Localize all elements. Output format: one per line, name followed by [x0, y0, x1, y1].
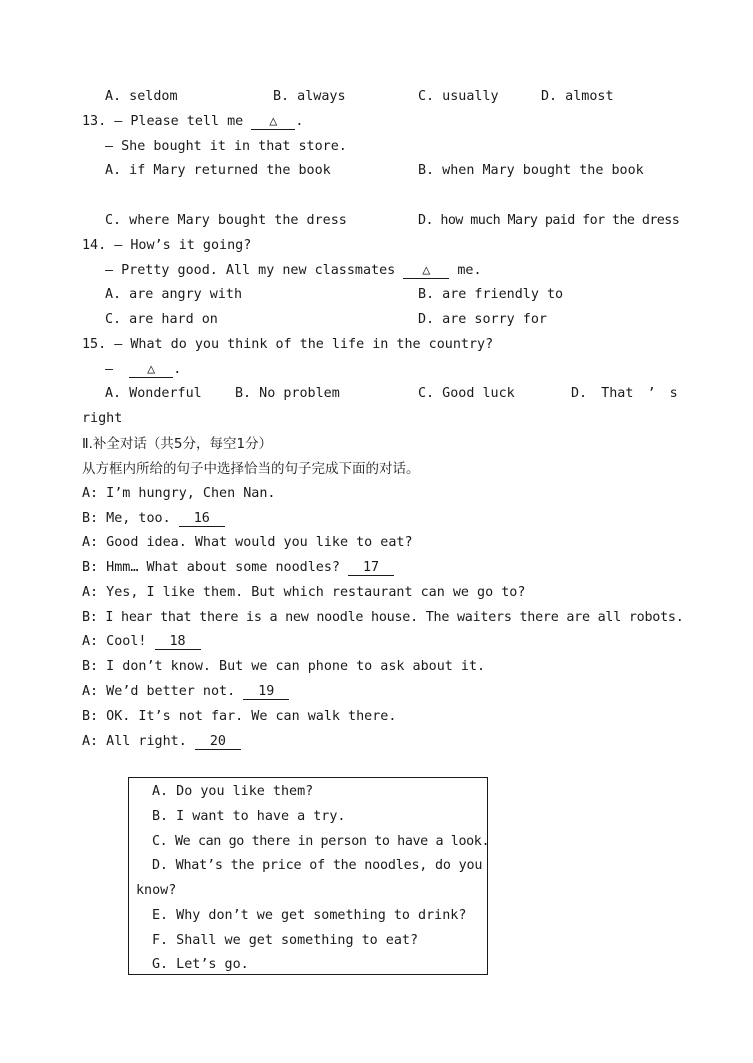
dialog-line-text: A: I’m hungry, Chen Nan.: [82, 486, 276, 501]
q13-question: [82, 113, 303, 131]
dialog-line: [82, 510, 225, 528]
q15-option-a: A. Wonderful: [105, 386, 202, 401]
box-option-d: D. What’s the price of the noodles, do you: [152, 858, 483, 873]
q15-option-b: B. No problem: [235, 386, 340, 401]
box-option-a: A. Do you like them?: [152, 784, 314, 799]
q12-option-c: C. usually: [418, 89, 499, 104]
box-option-b: B. I want to have a try.: [152, 809, 346, 824]
dialog-line: [82, 559, 394, 577]
q12-option-b: B. always: [273, 89, 346, 104]
dialog-blank-20: 20: [195, 734, 241, 750]
dialog-line: [82, 534, 413, 552]
q13-option-d: D. how much Mary paid for the dress: [418, 213, 680, 228]
box-option-c: C. We can go there in person to have a look.: [152, 834, 490, 849]
q15-question: 15. — What do you think of the life in the country?: [82, 337, 494, 352]
box-option-e: E. Why don’t we get something to drink?: [152, 908, 467, 923]
dialog-line: [82, 658, 485, 676]
q15-option-d: D. That ’ s: [571, 386, 678, 401]
q13-reply: — She bought it in that store.: [105, 139, 347, 154]
dialog-line: [82, 609, 684, 627]
box-option-f: F. Shall we get something to eat?: [152, 933, 419, 948]
q15-blank: △: [129, 362, 173, 378]
section-heading: Ⅱ.补全对话（共5分，每空1分）: [82, 436, 273, 452]
dialog-line: [82, 683, 289, 701]
q14-reply-after: me.: [457, 263, 482, 278]
dialog-line-text: B: I hear that there is a new noodle house. The waiters there are all robots.: [82, 610, 684, 625]
q14-question: 14. — How’s it going?: [82, 238, 252, 253]
q13-after: .: [295, 114, 304, 129]
dialog-line: [82, 584, 525, 602]
q14-reply-before: — Pretty good. All my new classmates: [105, 263, 396, 278]
box-option-g: G. Let’s go.: [152, 957, 249, 972]
dialog-line: [82, 708, 396, 726]
dialog-line-text: B: OK. It’s not far. We can walk there.: [82, 709, 397, 724]
dialog-line-text: A: Cool!: [82, 634, 147, 649]
q12-option-d: D. almost: [541, 89, 614, 104]
q14-option-c: C. are hard on: [105, 312, 218, 327]
q13-option-a: A. if Mary returned the book: [105, 163, 331, 178]
dialog-line-text: A: All right.: [82, 734, 187, 749]
section-instruction: 从方框内所给的句子中选择恰当的句子完成下面的对话。: [82, 461, 420, 477]
dialog-line-text: B: Hmm… What about some noodles?: [82, 560, 340, 575]
q15-option-d-continued: right: [82, 411, 123, 426]
q15-option-c: C. Good luck: [418, 386, 515, 401]
dialog-line-text: B: Me, too.: [82, 511, 171, 526]
q15-reply: [105, 361, 181, 379]
q15-reply-dash: —: [105, 362, 114, 377]
dialog-line-text: A: Yes, I like them. But which restaurant can we go to?: [82, 585, 526, 600]
q14-reply: [105, 262, 482, 280]
q13-option-b: B. when Mary bought the book: [418, 163, 644, 178]
q14-option-b: B. are friendly to: [418, 287, 564, 302]
dialog-blank-16: 16: [179, 511, 225, 527]
q14-option-a: A. are angry with: [105, 287, 243, 302]
dialog-line: [82, 485, 275, 503]
q13-prompt: 13. — Please tell me: [82, 114, 244, 129]
q14-blank: △: [403, 263, 449, 279]
q15-after: .: [173, 362, 182, 377]
dialog-line-text: A: We’d better not.: [82, 684, 236, 699]
dialog-line: [82, 633, 201, 651]
q13-option-c: C. where Mary bought the dress: [105, 213, 347, 228]
dialog-blank-19: 19: [243, 684, 289, 700]
box-option-d-continued: know?: [136, 883, 177, 898]
q12-option-a: A. seldom: [105, 89, 178, 104]
dialog-line-text: A: Good idea. What would you like to eat?: [82, 535, 413, 550]
q14-option-d: D. are sorry for: [418, 312, 547, 327]
dialog-blank-17: 17: [348, 560, 394, 576]
dialog-line: [82, 733, 241, 751]
dialog-blank-18: 18: [155, 634, 201, 650]
dialog-line-text: B: I don’t know. But we can phone to ask about it.: [82, 659, 486, 674]
q13-blank: △: [251, 114, 295, 130]
